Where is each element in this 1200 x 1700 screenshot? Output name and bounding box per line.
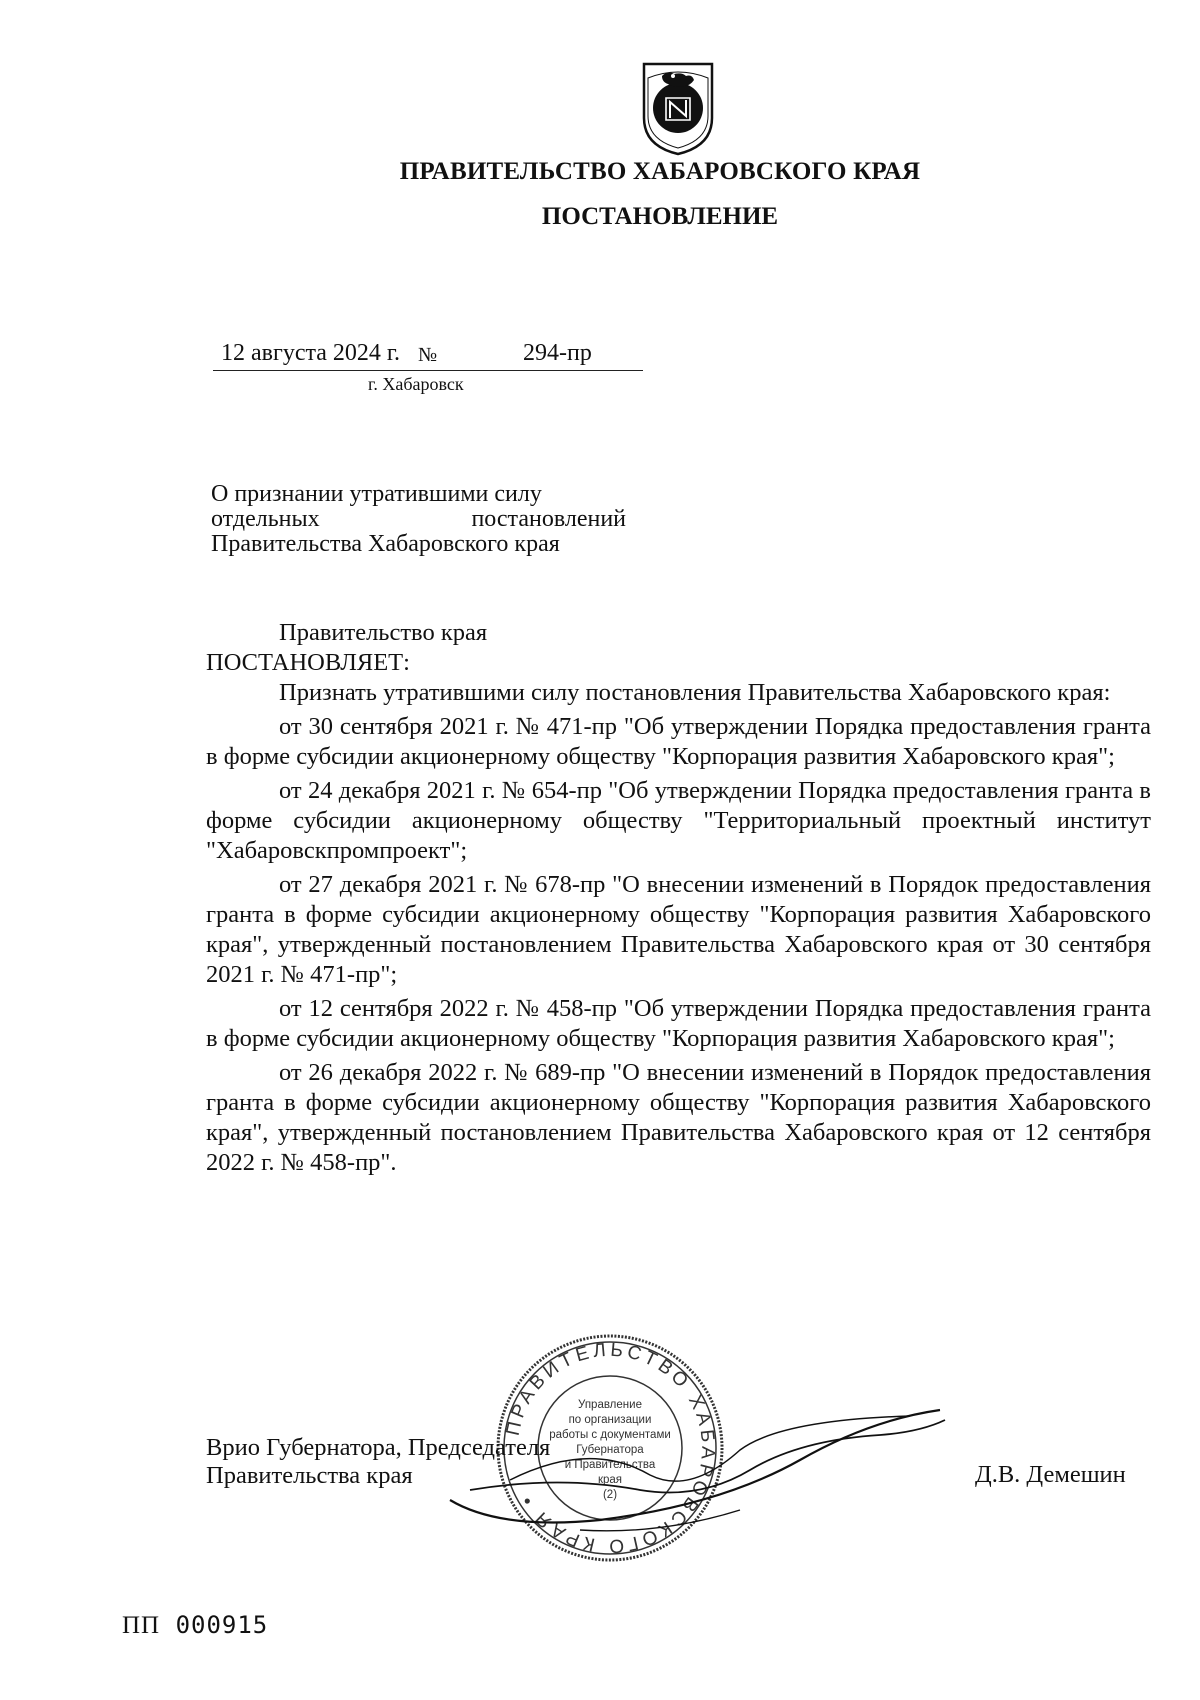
body-paragraph: от 24 декабря 2021 г. № 654-пр "Об утверждении Порядка предоставления гранта в форме субсидии акционерному обществу "Территориальный проектный институт "Хабаровскпромпроект"; <box>206 777 1151 864</box>
coat-of-arms-emblem <box>636 58 720 158</box>
intro-line-2: ПОСТАНОВЛЯЕТ: <box>206 649 410 676</box>
svg-text:по организации: по организации <box>568 1414 652 1426</box>
signatory-position <box>206 1434 550 1490</box>
svg-text:(2): (2) <box>602 1489 618 1501</box>
subject-line-2: отдельных постановлений <box>211 506 626 532</box>
document-subject <box>211 482 626 557</box>
body-paragraph: от 27 декабря 2021 г. № 678-пр "О внесении изменений в Порядок предоставления гранта в форме субсидии акционерному обществу "Корпорация развития Хабаровского края", утвержденный постановлением Правительства Хабаровского края от 30 сентября 2021 г. № 471-пр"; <box>206 871 1151 988</box>
signatory-position-line-1: Врио Губернатора, Председателя <box>206 1434 551 1461</box>
body-paragraph: от 26 декабря 2022 г. № 689-пр "О внесении изменений в Порядок предоставления гранта в форме субсидии акционерному обществу "Корпорация развития Хабаровского края", утвержденный постановлением Правительства Хабаровского края от 12 сентября 2022 г. № 458-пр". <box>206 1059 1151 1176</box>
document-number: 294-пр <box>523 340 592 366</box>
body-paragraph: Признать утратившими силу постановления Правительства Хабаровского края: <box>279 679 1111 706</box>
organization-title: ПРАВИТЕЛЬСТВО ХАБАРОВСКОГО КРАЯ <box>399 158 921 185</box>
signatory-name: Д.В. Демешин <box>975 1461 1126 1488</box>
svg-text:края: края <box>597 1474 623 1486</box>
body-paragraph: от 12 сентября 2022 г. № 458-пр "Об утверждении Порядка предоставления гранта в форме субсидии акционерному обществу "Корпорация развития Хабаровского края"; <box>206 995 1151 1052</box>
body-paragraph: от 30 сентября 2021 г. № 471-пр "Об утверждении Порядка предоставления гранта в форме субсидии акционерному обществу "Корпорация развития Хабаровского края"; <box>206 713 1151 770</box>
footer-code-prefix: ПП <box>122 1612 161 1639</box>
svg-text:Губернатора: Губернатора <box>576 1444 644 1456</box>
number-sign: № <box>418 344 438 366</box>
subject-line-1: О признании утратившими силу <box>211 481 542 507</box>
subject-line-3: Правительства Хабаровского края <box>211 531 560 557</box>
date-number-line <box>213 340 643 371</box>
svg-text:Управление: Управление <box>578 1399 642 1411</box>
document-type-title: ПОСТАНОВЛЕНИЕ <box>541 203 779 230</box>
document-date: 12 августа 2024 г. <box>221 340 401 366</box>
intro-line-1: Правительство края <box>279 619 488 646</box>
footer-document-code <box>122 1611 268 1640</box>
document-body <box>206 618 1151 1178</box>
svg-text:работы с документами: работы с документами <box>549 1429 671 1441</box>
svg-text:ПРАВИТЕЛЬСТВО ХАБАРОВСКОГО КРА: ПРАВИТЕЛЬСТВО ХАБАРОВСКОГО КРАЯ • <box>502 1339 719 1557</box>
city-label: г. Хабаровск <box>368 374 464 394</box>
svg-text:и Правительства: и Правительства <box>564 1459 656 1471</box>
footer-code-number: 000915 <box>175 1611 269 1639</box>
signatory-position-line-2: Правительства края <box>206 1462 413 1489</box>
